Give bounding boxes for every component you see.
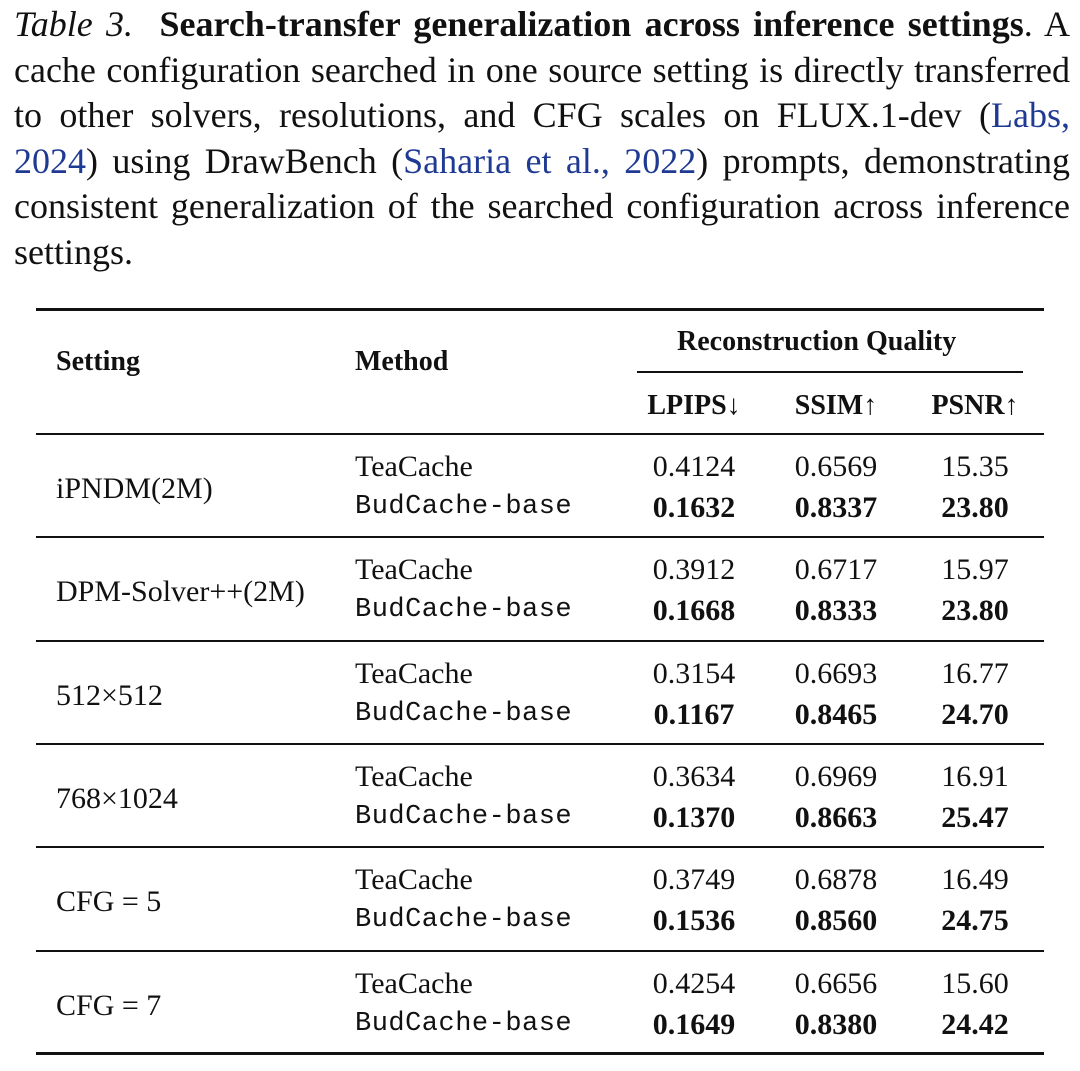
method-teacache: TeaCache	[355, 450, 473, 483]
row-separator	[36, 950, 1044, 952]
cell-psnr-best: 24.75	[941, 904, 1009, 937]
cell-ssim: 0.6656	[794, 967, 878, 1000]
header-setting: Setting	[56, 346, 140, 377]
cell-psnr-best: 23.80	[941, 491, 1009, 524]
cell-lpips: 0.4254	[652, 967, 736, 1000]
header-bottom-rule	[36, 433, 1044, 435]
cell-lpips-best: 0.1649	[652, 1008, 736, 1041]
cell-psnr-best: 24.70	[941, 698, 1009, 731]
cell-ssim: 0.6878	[794, 863, 878, 896]
cell-psnr: 15.35	[941, 450, 1009, 483]
cell-psnr-best: 23.80	[941, 594, 1009, 627]
cell-psnr: 15.97	[941, 553, 1009, 586]
caption-text-1: . A cache configuration searched in one source setting is directly transferred to other solvers, resolutions, and CFG scales on FLUX.1-dev (	[14, 4, 1070, 135]
row-separator	[36, 743, 1044, 745]
citation-labs-link[interactable]: Labs, 2024	[14, 95, 1070, 181]
cell-ssim: 0.6569	[794, 450, 878, 483]
cell-psnr-best: 25.47	[941, 801, 1009, 834]
method-teacache: TeaCache	[355, 967, 473, 1000]
cell-ssim: 0.6969	[794, 760, 878, 793]
method-budcache-base: BudCache-base	[355, 699, 573, 729]
cell-lpips: 0.3634	[652, 760, 736, 793]
cell-lpips-best: 0.1167	[653, 698, 735, 731]
caption-text-2: ) using DrawBench (	[86, 140, 404, 181]
row-setting: 512×512	[56, 679, 163, 712]
cell-ssim: 0.6717	[794, 553, 878, 586]
row-setting: CFG = 5	[56, 885, 162, 918]
cell-lpips: 0.3749	[652, 863, 736, 896]
method-budcache-base: BudCache-base	[355, 595, 573, 625]
table-bottom-rule	[36, 1052, 1044, 1055]
method-budcache-base: BudCache-base	[355, 1009, 573, 1039]
cell-psnr: 16.49	[941, 863, 1009, 896]
cell-lpips: 0.3154	[652, 657, 736, 690]
header-ssim: SSIM↑	[794, 390, 878, 421]
header-lpips: LPIPS↓	[647, 390, 741, 421]
cell-ssim: 0.6693	[794, 657, 878, 690]
cell-lpips-best: 0.1668	[652, 594, 736, 627]
caption-title: Search-transfer generalization across inference settings	[159, 4, 1024, 44]
method-budcache-base: BudCache-base	[355, 802, 573, 832]
cell-ssim-best: 0.8663	[794, 801, 878, 834]
caption-label: Table 3.	[14, 4, 133, 44]
cell-psnr: 16.91	[941, 760, 1009, 793]
table-caption	[14, 2, 1070, 275]
cell-ssim-best: 0.8465	[794, 698, 878, 731]
row-separator	[36, 536, 1044, 538]
cell-lpips-best: 0.1370	[652, 801, 736, 834]
caption-text-3: ) prompts, demonstrating consistent generalization of the searched configuration across inference settings.	[14, 140, 1070, 272]
method-teacache: TeaCache	[355, 657, 473, 690]
cell-ssim-best: 0.8337	[794, 491, 878, 524]
table-top-rule	[36, 308, 1044, 311]
row-setting: CFG = 7	[56, 989, 162, 1022]
cell-psnr: 15.60	[941, 967, 1009, 1000]
header-method: Method	[355, 346, 449, 377]
header-psnr: PSNR↑	[931, 390, 1019, 421]
cell-ssim-best: 0.8333	[794, 594, 878, 627]
header-reconstruction-quality: Reconstruction Quality	[677, 326, 957, 357]
method-teacache: TeaCache	[355, 760, 473, 793]
cell-psnr-best: 24.42	[941, 1008, 1009, 1041]
cell-lpips: 0.3912	[652, 553, 736, 586]
method-teacache: TeaCache	[355, 553, 473, 586]
citation-saharia-link[interactable]: Saharia et al., 2022	[403, 140, 697, 181]
row-setting: 768×1024	[56, 782, 178, 815]
method-budcache-base: BudCache-base	[355, 905, 573, 935]
method-teacache: TeaCache	[355, 863, 473, 896]
row-separator	[36, 846, 1044, 848]
cell-ssim-best: 0.8380	[794, 1008, 878, 1041]
group-header-underline	[637, 371, 1023, 373]
cell-lpips-best: 0.1536	[652, 904, 736, 937]
cell-ssim-best: 0.8560	[794, 904, 878, 937]
row-separator	[36, 640, 1044, 642]
row-setting: iPNDM(2M)	[56, 472, 213, 505]
method-budcache-base: BudCache-base	[355, 492, 573, 522]
cell-psnr: 16.77	[941, 657, 1009, 690]
row-setting: DPM-Solver++(2M)	[56, 575, 305, 608]
cell-lpips: 0.4124	[652, 450, 736, 483]
cell-lpips-best: 0.1632	[652, 491, 736, 524]
